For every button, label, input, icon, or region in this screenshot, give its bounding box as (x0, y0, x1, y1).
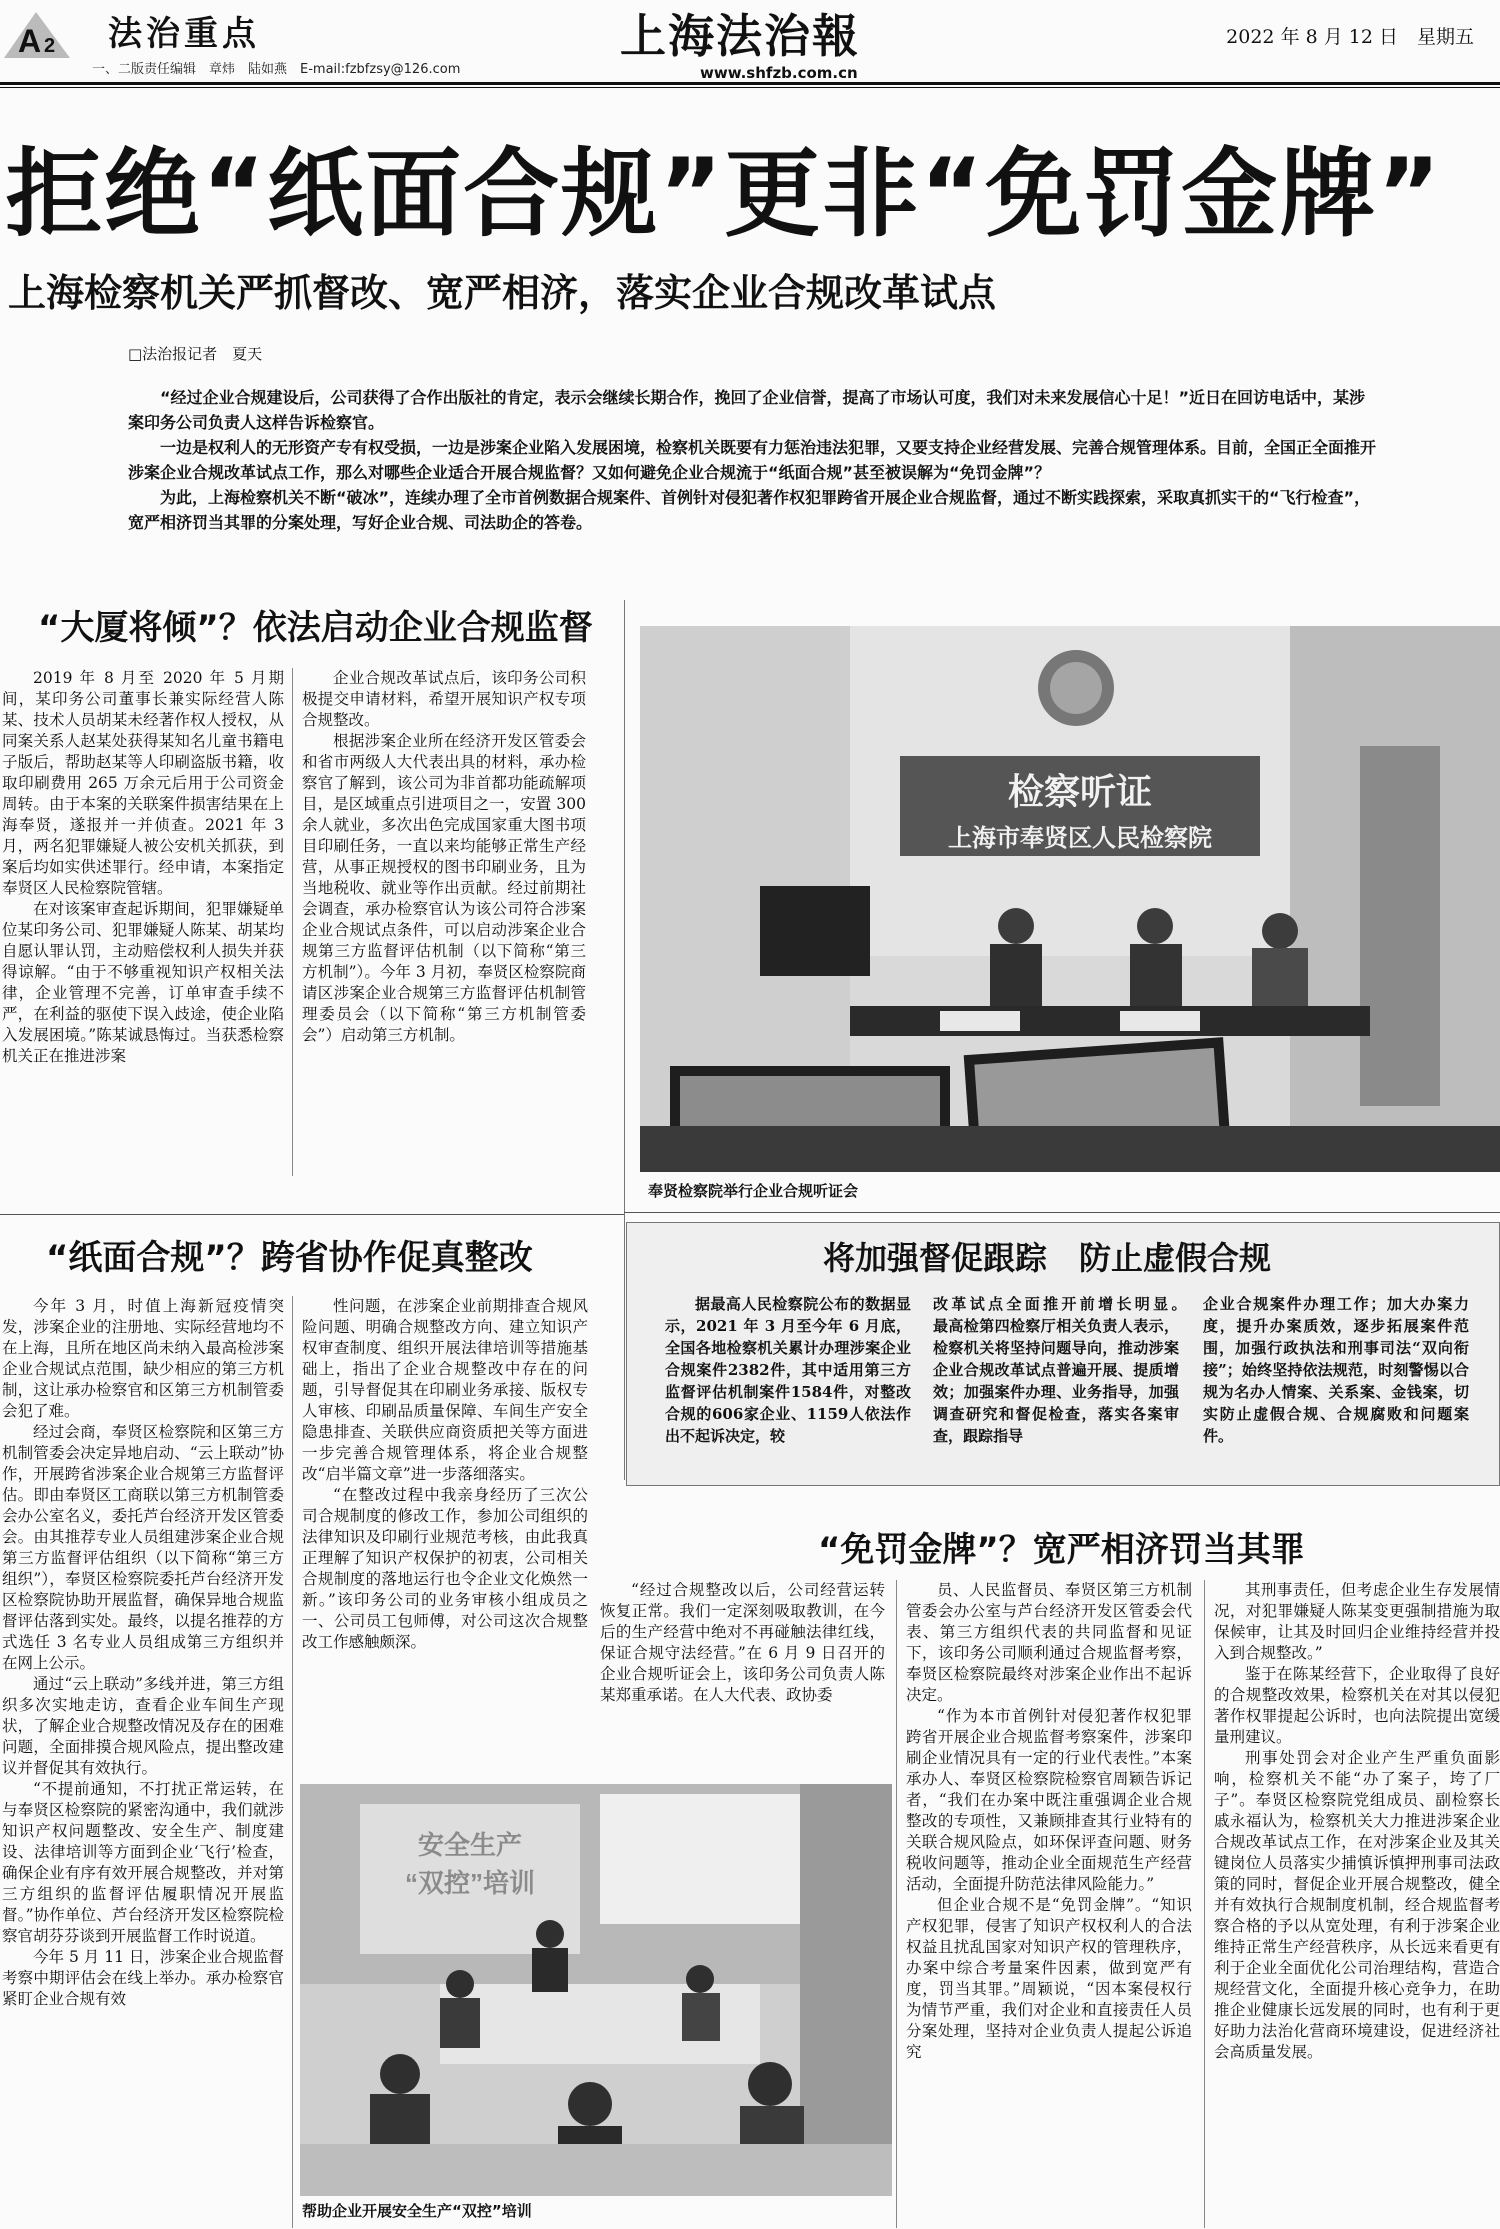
paragraph: 企业合规案件办理工作；加大办案力度，提升办案质效，逐步拓展案件范围，加强行政执法和刑事司法“双向衔接”；始终坚持依法规范，时刻警惕以合规为名办人情案、关系案、金钱案，切实防止虚假合规、合规腐败和问题案件。 (1203, 1295, 1469, 1445)
section-separator (0, 1214, 624, 1215)
hearing-photo-image (640, 626, 1500, 1172)
banner-subtitle: 上海市奉贤区人民检察院 (948, 825, 1212, 852)
byline: □法治报记者 夏天 (128, 345, 263, 363)
svg-text:2: 2 (44, 35, 56, 57)
section3-column1 (600, 1580, 885, 1770)
section1-column1 (2, 668, 284, 1176)
column-rule (624, 600, 625, 1480)
paragraph: 鉴于在陈某经营下，企业取得了良好的合规整改效果，检察机关在对其以侵犯著作权罪提起公诉时，也向法院提出宽缓量刑建议。 (1214, 1665, 1500, 1746)
sidebar-box-heading: 将加强督促跟踪 防止虚假合规 (823, 1239, 1272, 1277)
sidebar-box-column2 (933, 1293, 1210, 1447)
lead-paragraph: 为此，上海检察机关不断“破冰”，连续办理了全市首例数据合规案件、首例针对侵犯著作权犯罪跨省开展企业合规监督，通过不断实践探索，采取真抓实干的“飞行检查”，宽严相济罚当其罪的分案处理，写好企业合规、司法助企的答卷。 (128, 488, 1371, 532)
column-rule (292, 668, 293, 1176)
paragraph: “作为本市首例针对侵犯著作权犯罪跨省开展企业合规监督考察案件，涉案印刷企业情况具有一定的行业代表性。”本案承办人、奉贤区检察院检察官周颖告诉记者，“我们在办案中既注重强调企业合规整改的专项性，又兼顾排查其行业特有的关联合规风险点，如环保评查问题、财务税收问题等，推动企业全面规范生产经营活动，全面提升防范法律风险能力。” (906, 1707, 1192, 1893)
screen-title-line1: 安全生产 (417, 1830, 523, 1860)
editor-line: 一、二版责任编辑 章炜 陆如燕 E-mail:fzbfzsy@126.com (92, 62, 461, 77)
newspaper-logo: 上海法治報 (620, 9, 860, 63)
section2-heading: “纸面合规”？跨省协作促真整改 (46, 1238, 533, 1278)
paragraph: 经过会商，奉贤区检察院和区第三方机制管委会决定异地启动、“云上联动”协作，开展跨省涉案企业合规第三方监督评估。即由奉贤区工商联以第三方机制管委会办公室名义，委托芦台经济开发区管委会。由其推荐专业人员组建涉案企业合规第三方监督评估组织（以下简称“第三方组织”），奉贤区检察院委托芦台经济开发区检察院协助开展监督，确保异地合规监督评估落到实处。最终，以提名推荐的方式选任 3 名专业人员组成第三方组织并在网上公示。 (2, 1423, 284, 1672)
paragraph: 今年 5 月 11 日，涉案企业合规监督考察中期评估会在线上举办。承办检察官紧盯企业合规有效 (2, 1948, 284, 2008)
paragraph: “经过合规整改以后，公司经营运转恢复正常。我们一定深刻吸取教训，在今后的生产经营中绝对不再碰触法律红线，保证合规守法经营。”在 6 月 9 日召开的企业合规听证会上，该印务公司负责人陈某郑重承诺。在人大代表、政协委 (600, 1581, 885, 1704)
column-rule (292, 1296, 293, 2228)
column-rule (1204, 1580, 1205, 2228)
section3-column2 (906, 1580, 1192, 2228)
paragraph: 其刑事责任，但考虑企业生存发展情况，对犯罪嫌疑人陈某变更强制措施为取保候审，让其及时回归企业维持经营并投入到合规整改。” (1214, 1581, 1500, 1662)
section-separator (624, 1212, 1500, 1213)
paragraph: 2019 年 8 月至 2020 年 5 月期间，某印务公司董事长兼实际经营人陈某、技术人员胡某未经著作权人授权，从同案关系人赵某处获得某知名儿童书籍电子版后，帮助赵某等人印刷盗版书籍，收取印刷费用 265 万余元后用于公司资金周转。由于本案的关联案件损害结果在上海奉贤，遂报并一并侦查。2021 年 3 月，两名犯罪嫌疑人被公安机关抓获，到案后均如实供述罪行。经申请，本案指定奉贤区人民检察院管辖。 (2, 669, 284, 897)
masthead-rule (0, 82, 1500, 85)
lead-paragraph: 一边是权利人的无形资产专有权受损，一边是涉案企业陷入发展困境，检察机关既要有力惩治违法犯罪，又要支持企业经营发展、完善合规管理体系。目前，全国正全面推开涉案企业合规改革试点工作，那么对哪些企业适合开展合规监督？又如何避免企业合规流于“纸面合规”甚至被误解为“免罚金牌”？ (128, 438, 1377, 482)
masthead-rule-thin (0, 87, 1500, 88)
paragraph: 据最高人民检察院公布的数据显示，2021 年 3 月至今年 6 月底，全国各地检察机关累计办理涉案企业合规案件2382件，其中适用第三方监督评估机制案件1584件，对整改合规的606家企业、1159人依法作出不起诉决定，较 (665, 1295, 911, 1445)
photo2-caption: 帮助企业开展安全生产“双控”培训 (302, 2202, 532, 2220)
sidebar-box-column1 (665, 1293, 911, 1447)
page-number-badge (2, 8, 72, 60)
paragraph: 但企业合规不是“免罚金牌”。“知识产权犯罪，侵害了知识产权权利人的合法权益且扰乱国家对知识产权的管理秩序，办案中综合考量案件因素，做到宽严有度，罚当其罪。”周颖说，“因本案侵权行为情节严重，我们对企业和直接责任人员分案处理，坚持对企业负责人提起公诉追究 (906, 1896, 1192, 2061)
paragraph: 改革试点全面推开前增长明显。 最高检第四检察厅相关负责人表示，检察机关将坚持问题导向，推动涉案企业合规改革试点普遍开展、提质增效；加强案件办理、业务指导，加强调查研究和督促检查，落实各案审查，跟踪指导 (933, 1295, 1210, 1445)
paragraph: 今年 3 月，时值上海新冠疫情突发，涉案企业的注册地、实际经营地均不在上海，且所在地区尚未纳入最高检涉案企业合规试点范围，缺少相应的第三方机制，这让承办检察官和区第三方机制管委会犯了难。 (2, 1297, 284, 1420)
paragraph: 刑事处罚会对企业产生严重负面影响，检察机关不能“办了案子，垮了厂子”。奉贤区检察院党组成员、副检察长戚永福认为，检察机关大力推进涉案企业合规改革试点工作，在对涉案企业及其关键岗位人员落实少捕慎诉慎押刑事司法政策的同时，督促企业开展合规整改，健全并有效执行合规制度机制，经合规监督考察合格的予以从宽处理，有利于涉案企业维持正常生产经营秩序，从长远来看更有利于企业全面优化公司治理结构，营造合规经营文化，全面提升核心竞争力，在助推企业健康长远发展的同时，也有利于更好助力法治化营商环境建设，促进经济社会高质量发展。 (1214, 1749, 1500, 2061)
paragraph: 性问题，在涉案企业前期排查合规风险问题、明确合规整改方向、建立知识产权审查制度、组织开展法律培训等措施基础上，指出了企业合规整改中存在的问题，引导督促其在印刷业务承接、版权专人审核、印刷品质量保障、车间生产安全隐患排查、关联供应商资质把关等方面进一步完善合规管理体系，将企业合规整改“启半篇文章”进一步落细落实。 (302, 1297, 588, 1483)
section2-column1 (2, 1296, 284, 2228)
column-rule (896, 1580, 897, 2228)
training-photo (300, 1784, 892, 2196)
training-photo-image (300, 1784, 892, 2196)
svg-text:A: A (18, 23, 42, 59)
screen-title-line2: “双控”培训 (404, 1868, 536, 1898)
hearing-photo (640, 626, 1500, 1172)
lead-paragraphs (128, 385, 1376, 535)
section3-column3 (1214, 1580, 1500, 2228)
paragraph: 通过“云上联动”多线并进，第三方组织多次实地走访，查看企业车间生产现状，了解企业合规整改情况及存在的困难问题，全面排摸合规风险点，提出整改建议并督促其有效执行。 (2, 1675, 284, 1777)
section1-column2 (302, 668, 586, 1176)
paragraph: 企业合规改革试点后，该印务公司积极提交申请材料，希望开展知识产权专项合规整改。 (302, 669, 586, 729)
paragraph: 员、人民监督员、奉贤区第三方机制管委会办公室与芦台经济开发区管委会代表、第三方组织代表的共同监督和见证下，该印务公司顺利通过合规监督考察，奉贤区检察院最终对涉案企业作出不起诉决定。 (906, 1581, 1192, 1704)
paragraph: “不提前通知，不打扰正常运转，在与奉贤区检察院的紧密沟通中，我们就涉知识产权问题整改、安全生产、制度建设、法律培训等方面到企业‘飞行’检查，确保企业有序有效开展合规整改，并对第三方组织的监督评估履职情况开展监督。”协作单位、芦台经济开发区检察院检察官胡芬芬谈到开展监督工作时说道。 (2, 1780, 284, 1945)
photo1-caption: 奉贤检察院举行企业合规听证会 (648, 1182, 859, 1200)
subheadline: 上海检察机关严抓督改、宽严相济，落实企业合规改革试点 (8, 271, 997, 315)
banner-title: 检察听证 (1007, 771, 1153, 812)
issue-date: 2022 年 8 月 12 日 星期五 (1226, 26, 1474, 48)
section3-heading: “免罚金牌”？宽严相济罚当其罪 (818, 1530, 1305, 1570)
paragraph: 根据涉案企业所在经济开发区管委会和省市两级人大代表出具的材料，承办检察官了解到，该公司为非首都功能疏解项目，是区域重点引进项目之一，安置 300 余人就业，多次出色完成国家重大图书项目印刷任务，一直以来均能够正常生产经营，从事正规授权的图书印刷业务，且为当地税收、就业等作出贡献。经过前期社会调查，承办检察官认为该公司符合涉案企业合规试点条件，可以启动涉案企业合规第三方监督评估机制（以下简称“第三方机制”）。今年 3 月初，奉贤区检察院商请区涉案企业合规第三方监督评估机制管理委员会（以下简称“第三方机制管委会”）启动第三方机制。 (302, 732, 586, 1044)
headline: 拒绝“纸面合规”更非“免罚金牌” (6, 138, 1443, 250)
paragraph: “在整改过程中我亲身经历了三次公司合规制度的修改工作，参加公司组织的法律知识及印刷行业规范考核，由此我真正理解了知识产权保护的初衷，公司相关合规制度的落地运行也令企业文化焕然一新。”该印务公司的业务审核小组成员之一、公司员工包师傅，对公司这次合规整改工作感触颇深。 (302, 1486, 588, 1651)
lead-paragraph: “经过企业合规建设后，公司获得了合作出版社的肯定，表示会继续长期合作，挽回了企业信誉，提高了市场认可度，我们对未来发展信心十足！”近日在回访电话中，某涉案印务公司负责人这样告诉检察官。 (128, 388, 1366, 432)
sidebar-box (626, 1222, 1500, 1486)
section1-heading: “大厦将倾”？依法启动企业合规监督 (38, 608, 593, 648)
section2-column2 (302, 1296, 588, 1776)
website: www.shfzb.com.cn (700, 64, 858, 82)
section-title: 法治重点 (108, 14, 260, 54)
sidebar-box-column3 (1203, 1293, 1469, 1447)
paragraph: 在对该案审查起诉期间，犯罪嫌疑单位某印务公司、犯罪嫌疑人陈某、胡某均自愿认罪认罚，主动赔偿权利人损失并获得谅解。“由于不够重视知识产权相关法律，企业管理不完善，订单审查手续不严，在利益的驱使下误入歧途，使企业陷入发展困境。”陈某诚恳悔过。当获悉检察机关正在推进涉案 (2, 900, 284, 1065)
